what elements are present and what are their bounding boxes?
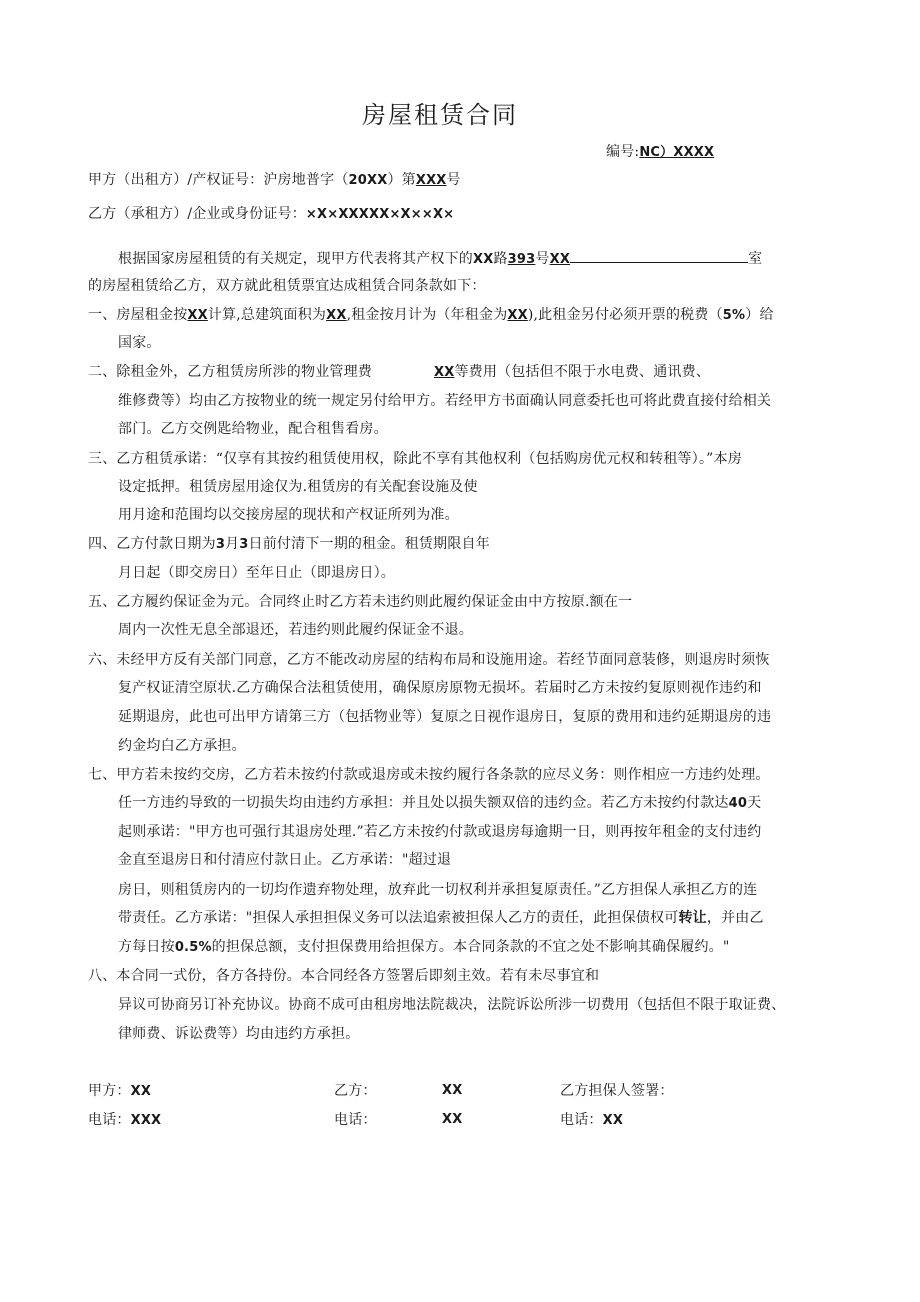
guarantor-phone bbox=[560, 1110, 623, 1131]
party-a-signature-label: 甲方： bbox=[88, 1083, 131, 1099]
party-a-signature-value: XX bbox=[130, 1084, 152, 1099]
party-a-signature bbox=[88, 1081, 151, 1102]
contract-number-value: NC）XXXX bbox=[639, 145, 715, 160]
party-a-mid: ）第 bbox=[387, 172, 416, 188]
clause-4-text-a: 四、乙方付款日期为 bbox=[88, 536, 216, 552]
clause-6-line-3: 延期退房，此也可出甲方请第三方（包括物业等）复原之日视作退房日，复原的费用和违约延期退房的违 bbox=[118, 709, 772, 725]
clause-7-line-1: 七、甲方若未按约交房，乙方若未按约付款或退房或未按约履行各条款的应尽义务：则作相应一方违约处理。 bbox=[88, 767, 770, 783]
clause-1-tax-rate: 5% bbox=[722, 308, 746, 323]
clause-4-day: 3 bbox=[239, 537, 249, 552]
party-a-line bbox=[88, 170, 461, 191]
clause-1-text-c: ,租金按月计为（年租金为 bbox=[346, 307, 508, 323]
clause-1-line-1 bbox=[88, 305, 774, 326]
document-title: 房屋租赁合同 bbox=[362, 101, 518, 129]
clause-2-line-3: 部门。乙方交例匙给物业，配合租售看房。 bbox=[118, 421, 388, 437]
clause-3-line-1: 三、乙方租赁承诺：“仅享有其按约租赁使用权，除此不享有其他权利（包括购房优元权和转租等）。”本房 bbox=[88, 451, 742, 467]
clause-7-guarantee-rate: 0.5% bbox=[174, 940, 212, 955]
clause-2-line-2: 维修费等）均由乙方按物业的统一规定另付给甲方。若经甲方书面确认同意委托也可将此费直接付给相关 bbox=[118, 393, 772, 409]
clause-5-line-1: 五、乙方履约保证金为元。合同终止时乙方若未违约则此履约保证金由中方按原.额在一 bbox=[88, 594, 633, 610]
clause-4-line-1 bbox=[88, 534, 490, 555]
party-b-line bbox=[88, 204, 454, 225]
clause-7-transfer: 转让 bbox=[678, 910, 707, 926]
party-a-phone-value: XXX bbox=[130, 1113, 162, 1128]
party-b-prefix: 乙方（承租方）/企业或身份证号： bbox=[88, 206, 306, 222]
preamble-road: XX bbox=[473, 252, 494, 267]
clause-1-line-2: 国家。 bbox=[118, 335, 161, 351]
clause-1-value-3: XX bbox=[507, 308, 528, 323]
clause-7-line-2-text: 任一方违约导致的一切损失均由违约方承担：并且处以损失额双倍的违约佥。若乙方未按约付款达 bbox=[118, 795, 729, 811]
party-b-id: ×X×XXXXX×X××X× bbox=[305, 207, 455, 222]
clause-7-days-suffix: 天 bbox=[747, 795, 762, 811]
clause-4-text-c: 日前付清下一期的租金。租赁期限自年 bbox=[248, 536, 490, 552]
clause-7-line-2 bbox=[118, 793, 761, 814]
clause-8-line-2: 异议可协商另订补充协议。协商不成可由租房地法院裁决，法院诉讼所涉一切费用（包括但不限于取证费、 bbox=[118, 997, 786, 1013]
preamble-road-suffix: 路 bbox=[493, 251, 508, 267]
clause-2-value-1: XX bbox=[434, 365, 455, 380]
clause-1-text-a: 一、房屋租金按 bbox=[88, 307, 188, 323]
preamble-room-suffix: 室 bbox=[748, 251, 763, 267]
clause-8-line-1: 八、本合同一式份，各方各持份。本合同经各方签署后即刻主效。若有未尽事宜和 bbox=[88, 968, 600, 984]
party-a-prefix: 甲方（出租方）/产权证号：沪房地普字（ bbox=[88, 172, 349, 188]
clause-4-month: 3 bbox=[215, 537, 226, 552]
clause-1-text-e: ）给 bbox=[745, 307, 774, 323]
party-b-phone-value: XX bbox=[442, 1112, 463, 1127]
preamble-line-2: 的房屋租赁给乙方，双方就此租赁票宜达成租赁合同条款如下： bbox=[88, 278, 486, 294]
party-b-phone-label: 电话： bbox=[334, 1112, 377, 1128]
preamble-line-1 bbox=[118, 248, 762, 270]
guarantor-phone-value: XX bbox=[602, 1113, 624, 1128]
contract-number bbox=[606, 142, 714, 163]
preamble-unit: XX bbox=[549, 252, 571, 267]
contract-number-label: 编号: bbox=[606, 144, 640, 160]
clause-7-line-6-text: 带责任。乙方承诺："担保人承担担保义务可以法追索被担保人乙方的责任，此担保债权可 bbox=[118, 910, 679, 926]
party-a-phone-label: 电话： bbox=[88, 1112, 131, 1128]
preamble-number: 393 bbox=[507, 252, 536, 267]
party-a-phone bbox=[88, 1110, 161, 1131]
guarantor-phone-label: 电话： bbox=[560, 1112, 603, 1128]
clause-8-line-3: 律师费、诉讼费等）均由违约方承担。 bbox=[118, 1026, 360, 1042]
clause-4-text-b: 月 bbox=[225, 536, 240, 552]
preamble-text: 根据国家房屋租赁的有关规定，现甲方代表将其产权下的 bbox=[118, 251, 473, 267]
preamble-number-suffix: 号 bbox=[535, 251, 550, 267]
clause-1-value-2: XX bbox=[326, 308, 347, 323]
clause-7-days: 40 bbox=[728, 796, 748, 811]
party-a-year: 20XX bbox=[348, 173, 388, 188]
preamble-blank bbox=[570, 248, 748, 263]
party-a-suffix: 号 bbox=[446, 172, 461, 188]
party-b-signature-value: XX bbox=[442, 1083, 463, 1098]
clause-2-text-b: 等费用（包括但不限于水电费、通讯费、 bbox=[454, 364, 711, 380]
clause-6-line-2: 复产权证清空原状.乙方确保合法租赁使用，确保原房原物无损坏。若届时乙方未按约复原则视作违约和 bbox=[118, 680, 762, 696]
clause-1-value-1: XX bbox=[187, 308, 208, 323]
clause-1-text-d: ),此租金另付必须开票的税费（ bbox=[527, 307, 723, 323]
clause-2-line-1 bbox=[88, 362, 710, 383]
clause-2-text-a: 二、除租金外，乙方租赁房所涉的物业管理费 bbox=[88, 364, 372, 380]
clause-3-line-2: 设定抵押。租赁房屋用途仅为.租赁房的有关配套设施及使 bbox=[118, 479, 478, 495]
clause-7-line-7-text: 方每日按 bbox=[118, 939, 175, 955]
clause-1-text-b: 计算,总建筑面积为 bbox=[207, 307, 327, 323]
clause-7-line-7 bbox=[118, 937, 730, 958]
clause-7-line-7-end: 的担保总额，支付担保费用给担保方。本合同条款的不宜之处不影响其确保履约。" bbox=[211, 939, 730, 955]
clause-7-line-6 bbox=[118, 908, 764, 928]
clause-7-line-6-end: ，并由乙 bbox=[706, 910, 764, 926]
clause-7-line-5: 房日，则租赁房内的一切均作遗弃物处理，放弃此一切权利并承担复原责任。”乙方担保人承担乙方的连 bbox=[118, 882, 758, 898]
clause-7-line-4: 金直至退房日和付清应付款日止。乙方承诺："超过退 bbox=[118, 852, 452, 868]
guarantor-signature-label: 乙方担保人签署： bbox=[560, 1083, 674, 1099]
clause-3-line-3: 用月途和范围均以交接房屋的现状和产权证所列为准。 bbox=[118, 507, 459, 523]
clause-7-line-3: 起则承诺："甲方也可强行其退房处理.”若乙方未按约付款或退房每逾期一日，则再按年租金的支付违约 bbox=[118, 824, 762, 840]
clause-6-line-4: 约金均白乙方承担。 bbox=[118, 738, 246, 754]
clause-5-line-2: 周内一次性无息全部退还，若违约则此履约保证金不退。 bbox=[118, 622, 473, 638]
party-a-num: XXX bbox=[415, 173, 447, 188]
clause-4-line-2: 月日起（即交房日）至年日止（即退房日）。 bbox=[118, 565, 395, 581]
party-b-signature-label: 乙方： bbox=[334, 1083, 377, 1099]
clause-6-line-1: 六、未经甲方反有关部门同意，乙方不能改动房屋的结构布局和设施用途。若经节面同意装修，则退房时须恢 bbox=[88, 652, 770, 668]
